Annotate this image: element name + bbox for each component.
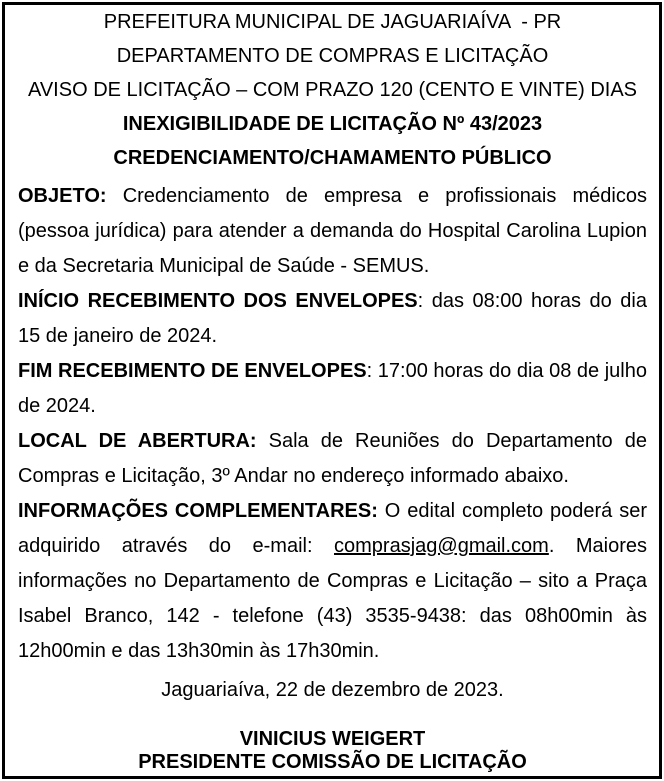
informacoes-text-before-email: O edital completo poderá ser adquirido através do e-mail: <box>18 500 647 557</box>
informacoes-text-after-email: . Maiores informações no Departamento de Compras e Licitação – sito a Praça Isabel Branco, 142 - telefone (43) 3535-9438: das 08h00min às 12h00min e das 13h30min às 17h30min. <box>18 535 648 662</box>
informacoes-label: INFORMAÇÕES COMPLEMENTARES: <box>18 500 378 522</box>
fim-label: FIM RECEBIMENTO DE ENVELOPES <box>18 360 367 382</box>
signature-title: PRESIDENTE COMISSÃO DE LICITAÇÃO <box>138 751 527 773</box>
objeto-label: OBJETO: <box>18 185 107 207</box>
inicio-label: INÍCIO RECEBIMENTO DOS ENVELOPES <box>18 290 418 312</box>
email-address: comprasjag@gmail.com <box>334 535 549 557</box>
fim-text: : 17:00 horas do dia 08 de julho de 2024. <box>18 360 647 417</box>
date-line: Jaguariaíva, 22 de dezembro de 2023. <box>161 679 504 701</box>
local-label: LOCAL DE ABERTURA: <box>18 430 257 452</box>
title-line-aviso: AVISO DE LICITAÇÃO – COM PRAZO 120 (CENTO E VINTE) DIAS <box>27 79 637 101</box>
title-block <box>18 5 647 175</box>
signature-name: VINICIUS WEIGERT <box>239 728 426 750</box>
body-paragraphs <box>18 179 647 669</box>
local-text: Sala de Reuniões do Departamento de Compras e Licitação, 3º Andar no endereço informado abaixo. <box>18 430 647 487</box>
document-border <box>2 2 662 779</box>
signature-block <box>18 728 647 774</box>
title-line-departamento: DEPARTAMENTO DE COMPRAS E LICITAÇÃO <box>116 45 549 67</box>
paragraph-fim-recebimento <box>18 354 647 424</box>
paragraph-informacoes <box>18 494 647 669</box>
paragraph-local-abertura <box>18 424 647 494</box>
title-line-credenciamento: CREDENCIAMENTO/CHAMAMENTO PÚBLICO <box>113 147 552 169</box>
title-line-inexigibilidade: INEXIGIBILIDADE DE LICITAÇÃO Nº 43/2023 <box>122 113 543 135</box>
paragraph-inicio-recebimento <box>18 284 647 354</box>
title-line-prefeitura: PREFEITURA MUNICIPAL DE JAGUARIAÍVA - PR <box>103 11 562 33</box>
inicio-text: : das 08:00 horas do dia 15 de janeiro de 2024. <box>18 290 647 347</box>
objeto-text: Credenciamento de empresa e profissionais médicos (pessoa jurídica) para atender a demanda do Hospital Carolina Lupion e da Secretaria Municipal de Saúde - SEMUS. <box>18 185 647 277</box>
paragraph-objeto <box>18 179 647 284</box>
